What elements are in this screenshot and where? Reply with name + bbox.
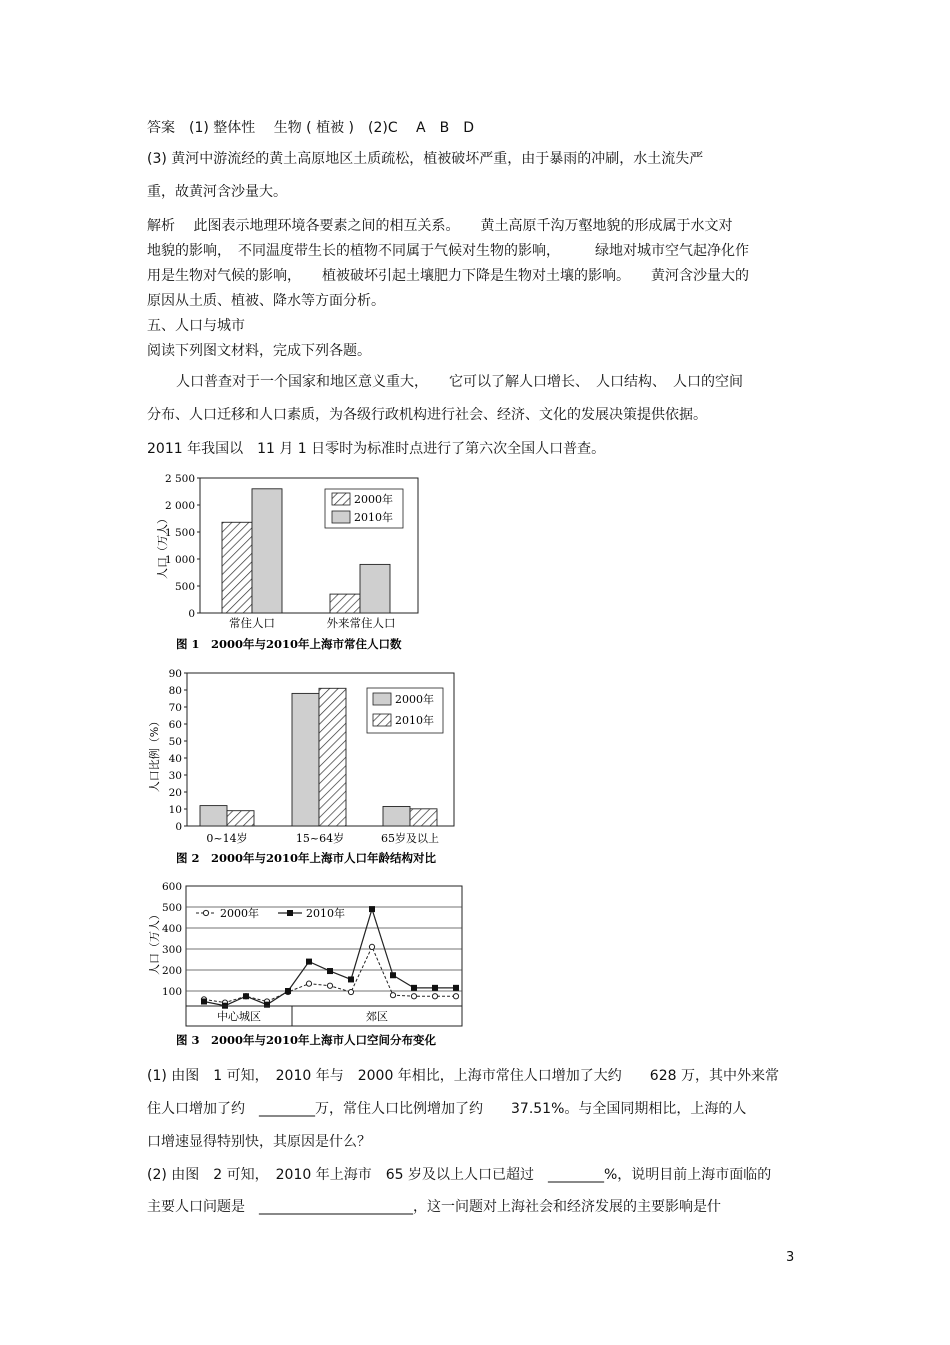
y-tick-label: 1 000 bbox=[164, 554, 195, 566]
y-tick-label: 80 bbox=[168, 685, 182, 697]
bar-2010年 bbox=[410, 809, 437, 826]
point-2010年 bbox=[432, 985, 438, 991]
point-2000年 bbox=[306, 981, 311, 986]
y-tick-label: 60 bbox=[168, 719, 182, 731]
y-tick-label: 30 bbox=[168, 770, 182, 782]
material-para-2: 分布、人口迁移和人口素质，为各级行政机构进行社会、经济、文化的发展决策提供依据。 bbox=[147, 407, 707, 423]
legend-label-2000: 2000年 bbox=[354, 493, 393, 506]
point-2010年 bbox=[285, 988, 291, 994]
y-tick-label: 0 bbox=[175, 821, 182, 833]
legend-swatch-2000 bbox=[373, 693, 391, 705]
answer-line-2: (3) 黄河中游流经的黄土高原地区土质疏松，植被破坏严重，由于暴雨的冲刷，水土流失严 bbox=[147, 151, 704, 167]
point-2010年 bbox=[327, 968, 333, 974]
category-label: 0~14岁 bbox=[206, 832, 248, 845]
bar-2000年 bbox=[292, 693, 319, 826]
y-tick-label: 500 bbox=[174, 581, 195, 593]
point-2010年 bbox=[306, 959, 312, 965]
bar-2000年 bbox=[222, 522, 252, 613]
material-para-1: 人口普查对于一个国家和地区意义重大， 它可以了解人口增长、 人口结构、 人口的空间 bbox=[176, 374, 743, 390]
point-2000年 bbox=[411, 994, 416, 999]
point-2010年 bbox=[243, 993, 249, 999]
point-2010年 bbox=[453, 985, 459, 991]
point-2010年 bbox=[390, 972, 396, 978]
point-2010年 bbox=[411, 985, 417, 991]
bar-2000年 bbox=[200, 806, 227, 826]
section-title: 五、人口与城市 bbox=[147, 318, 245, 334]
figure-2-caption: 图 2 2000年与2010年上海市人口年龄结构对比 bbox=[176, 851, 437, 865]
point-2000年 bbox=[432, 994, 437, 999]
question-2-line-1: (2) 由图 2 可知， 2010 年上海市 65 岁及以上人口已超过 ________%，说明目前上海市面临的 bbox=[147, 1167, 772, 1183]
y-tick-label: 1 500 bbox=[164, 527, 195, 539]
legend-label-2000: 2000年 bbox=[395, 693, 434, 706]
figure-2-chart bbox=[150, 664, 460, 874]
figure-1-chart bbox=[150, 468, 440, 660]
y-tick-label: 2 500 bbox=[164, 473, 195, 485]
analysis-line-3: 用是生物对气候的影响， 植被破坏引起土壤肥力下降是生物对土壤的影响。 黄河含沙量大的 bbox=[147, 268, 749, 284]
legend-label-2010: 2010年 bbox=[354, 511, 393, 524]
legend-swatch-2000 bbox=[332, 493, 350, 505]
y-tick-label: 20 bbox=[168, 787, 182, 799]
y-tick-label: 300 bbox=[161, 944, 182, 956]
question-2-line-2: 主要人口问题是 ______________________，这一问题对上海社会和经济发展的主要影响是什 bbox=[147, 1199, 721, 1215]
category-label: 外来常住人口 bbox=[326, 616, 396, 630]
page-number: 3 bbox=[786, 1250, 795, 1265]
legend-label-2000: 2000年 bbox=[220, 907, 259, 920]
point-2000年 bbox=[369, 944, 374, 949]
category-label: 65岁及以上 bbox=[381, 832, 439, 845]
legend-swatch-2010 bbox=[373, 714, 391, 726]
y-tick-label: 90 bbox=[168, 668, 182, 680]
analysis-line-1: 解析 此图表示地理环境各要素之间的相互关系。 黄土高原千沟万壑地貌的形成属于水文对 bbox=[147, 218, 733, 234]
legend-label-2010: 2010年 bbox=[306, 907, 345, 920]
bar-2010年 bbox=[252, 489, 282, 613]
figure-3-chart bbox=[150, 880, 470, 1055]
y-tick-label: 40 bbox=[168, 753, 182, 765]
bar-2000年 bbox=[383, 806, 410, 826]
legend-swatch-2010 bbox=[332, 511, 350, 523]
question-1-line-2: 住人口增加了约 ________万，常住人口比例增加了约 37.51%。与全国同期相比，上海的人 bbox=[147, 1101, 747, 1117]
legend-label-2010: 2010年 bbox=[395, 714, 434, 727]
y-axis-label: 人口（万人） bbox=[156, 513, 169, 579]
category-label: 15~64岁 bbox=[295, 832, 345, 845]
y-tick-label: 70 bbox=[168, 702, 182, 714]
answer-line-3: 重，故黄河含沙量大。 bbox=[147, 184, 287, 200]
bar-2000年 bbox=[330, 594, 360, 613]
point-2000年 bbox=[453, 994, 458, 999]
category-label: 常住人口 bbox=[229, 616, 275, 630]
bar-2010年 bbox=[319, 688, 346, 826]
point-2000年 bbox=[327, 983, 332, 988]
y-axis-label: 人口比例（%） bbox=[148, 715, 161, 793]
y-tick-label: 400 bbox=[161, 923, 182, 935]
point-2000年 bbox=[348, 989, 353, 994]
y-tick-label: 50 bbox=[168, 736, 182, 748]
question-1-line-1: (1) 由图 1 可知， 2010 年与 2000 年相比，上海市常住人口增加了大约 628 万，其中外来常 bbox=[147, 1068, 779, 1084]
y-tick-label: 500 bbox=[161, 902, 182, 914]
y-axis-label: 人口（万人） bbox=[148, 909, 161, 975]
figure-1-caption: 图 1 2000年与2010年上海市常住人口数 bbox=[176, 637, 402, 651]
point-2010年 bbox=[201, 999, 207, 1005]
point-2010年 bbox=[264, 1002, 270, 1008]
y-tick-label: 10 bbox=[168, 804, 182, 816]
y-tick-label: 100 bbox=[161, 986, 182, 998]
analysis-line-4: 原因从土质、植被、降水等方面分析。 bbox=[147, 293, 385, 309]
bar-2010年 bbox=[227, 811, 254, 826]
point-2000年 bbox=[390, 993, 395, 998]
legend-marker-2000 bbox=[203, 910, 208, 915]
region-label: 中心城区 bbox=[217, 1010, 261, 1023]
y-tick-label: 0 bbox=[188, 608, 195, 620]
bar-2010年 bbox=[360, 564, 390, 613]
legend-marker-2010 bbox=[287, 910, 293, 916]
region-label: 郊区 bbox=[366, 1010, 388, 1023]
point-2010年 bbox=[369, 906, 375, 912]
answer-line-1: 答案 (1) 整体性 生物 ( 植被 ) (2)C A B D bbox=[147, 120, 475, 136]
y-tick-label: 200 bbox=[161, 965, 182, 977]
section-instruction: 阅读下列图文材料，完成下列各题。 bbox=[147, 343, 371, 359]
figure-3-caption: 图 3 2000年与2010年上海市人口空间分布变化 bbox=[176, 1033, 437, 1047]
question-1-line-3: 口增速显得特别快，其原因是什么？ bbox=[147, 1134, 371, 1150]
material-para-3: 2011 年我国以 11 月 1 日零时为标准时点进行了第六次全国人口普查。 bbox=[147, 441, 606, 457]
y-tick-label: 600 bbox=[161, 881, 182, 893]
point-2010年 bbox=[348, 976, 354, 982]
y-tick-label: 2 000 bbox=[164, 500, 195, 512]
analysis-line-2: 地貌的影响， 不同温度带生长的植物不同属于气候对生物的影响， 绿地对城市空气起净化作 bbox=[147, 243, 749, 259]
